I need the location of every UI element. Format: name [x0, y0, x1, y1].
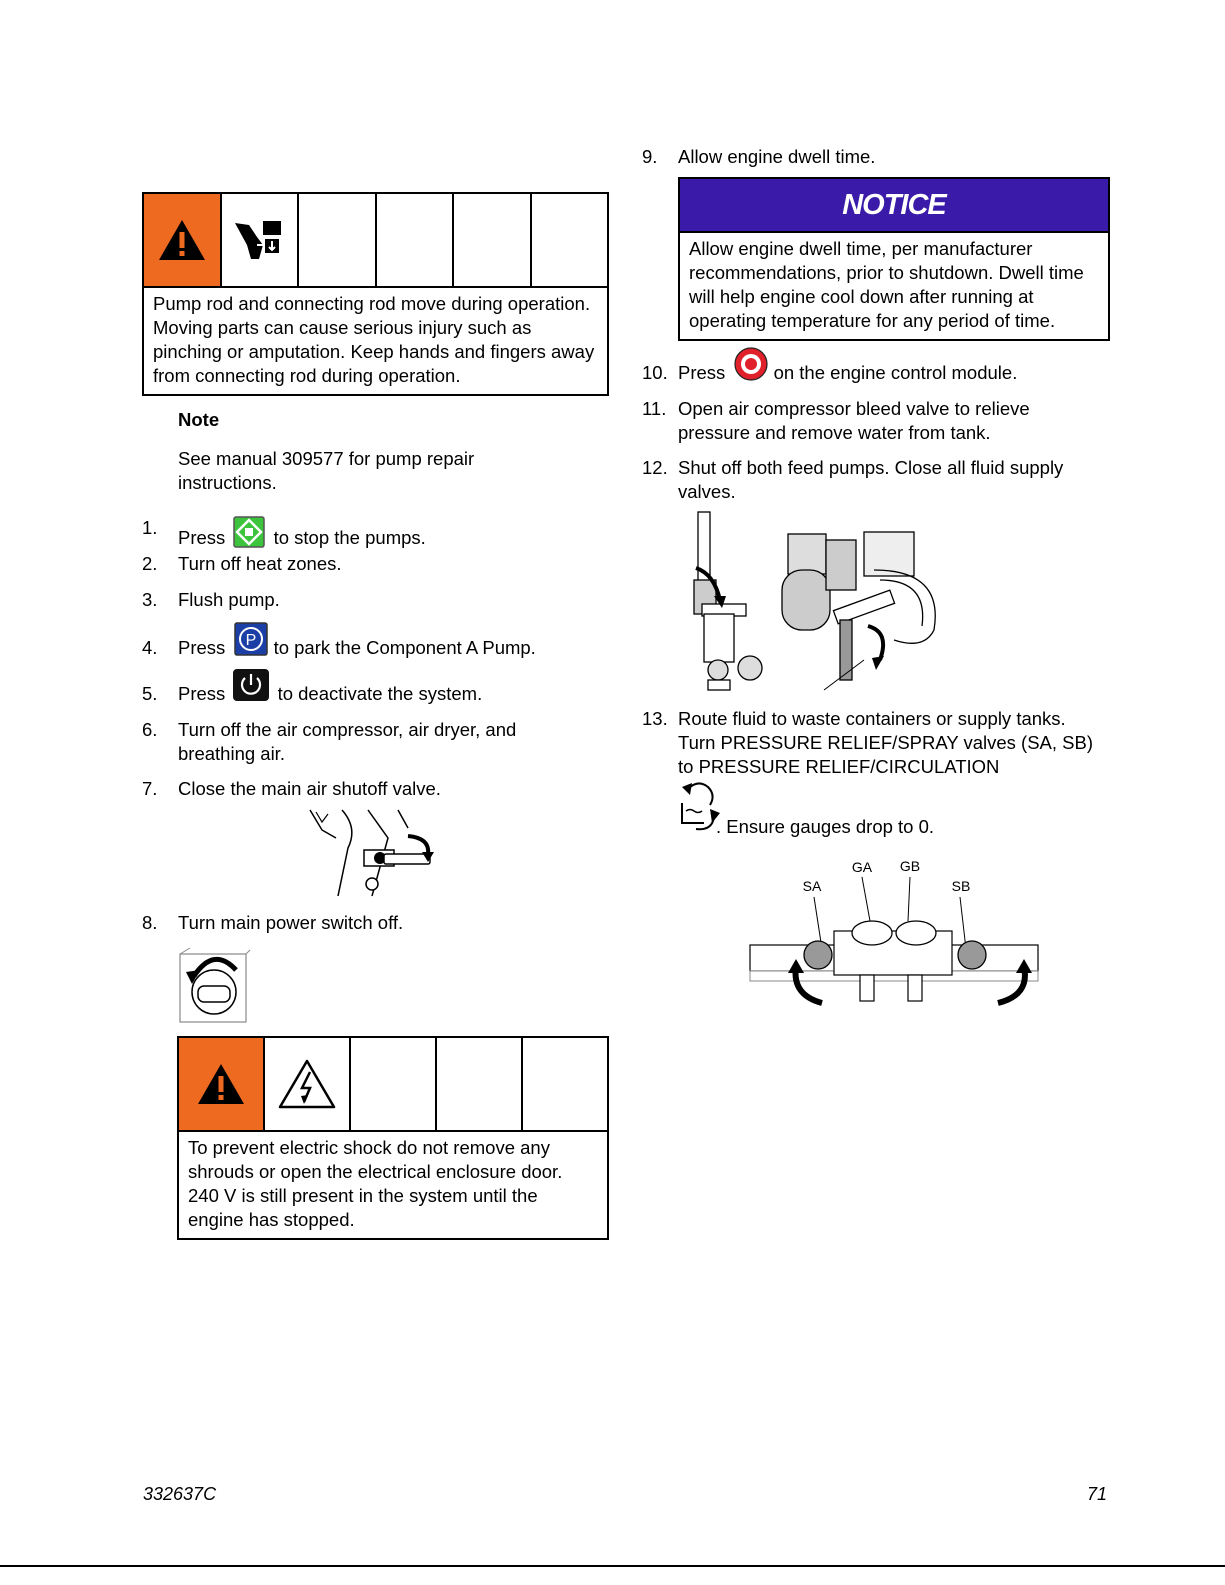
engine-stop-icon [734, 347, 768, 387]
notice-box [678, 177, 1110, 341]
moving-parts-warning-box [142, 192, 609, 396]
feed-pump-valves-illustration [684, 510, 946, 694]
moving-parts-hand-icon [222, 194, 300, 286]
note-title: Note [178, 409, 220, 430]
electric-shock-warning-box [177, 1036, 609, 1240]
label-sb: SB [951, 878, 971, 894]
label-ga: GA [851, 859, 873, 875]
warning-triangle-icon [179, 1038, 265, 1130]
notice-text: Allow engine dwell time, per manufacturer recommendations, prior to shutdown. Dwell time will help engine cool down after running at operating temperature for any period of time. [689, 238, 1084, 331]
document-number: 332637C [143, 1484, 217, 1504]
warning-triangle-icon [144, 194, 222, 286]
step-13: 13. Route fluid to waste containers or supply tanks. Turn PRESSURE RELIEF/SPRAY valves (SA, SB) to PRESSURE RELIEF/CIRCULATION . Ensure gauges drop to 0. [642, 708, 1094, 837]
footer-rule [0, 1565, 1225, 1567]
page-number: 71 [1087, 1484, 1108, 1504]
electric-shock-warning-text: To prevent electric shock do not remove any shrouds or open the electrical enclosure door. 240 V is still present in the system until the engine has stopped. [188, 1137, 563, 1230]
main-power-switch-illustration [176, 946, 252, 1026]
notice-title: NOTICE [680, 179, 1108, 233]
svg-text:P: P [245, 632, 257, 649]
power-icon [232, 668, 270, 708]
park-p-icon [234, 622, 268, 662]
moving-parts-warning-text: Pump rod and connecting rod move during operation. Moving parts can cause serious injury such as pinching or amputation. Keep hands and fingers away from connecting rod during operation. [153, 293, 595, 386]
label-sa: SA [802, 878, 822, 894]
note-text: See manual 309577 for pump repair instructions. [178, 448, 475, 493]
green-diamond-stop-icon [233, 516, 265, 554]
air-shutoff-valve-illustration [308, 808, 438, 898]
label-gb: GB [899, 858, 921, 874]
electric-shock-icon [265, 1038, 351, 1130]
gauge-manifold-illustration [748, 855, 1040, 1010]
